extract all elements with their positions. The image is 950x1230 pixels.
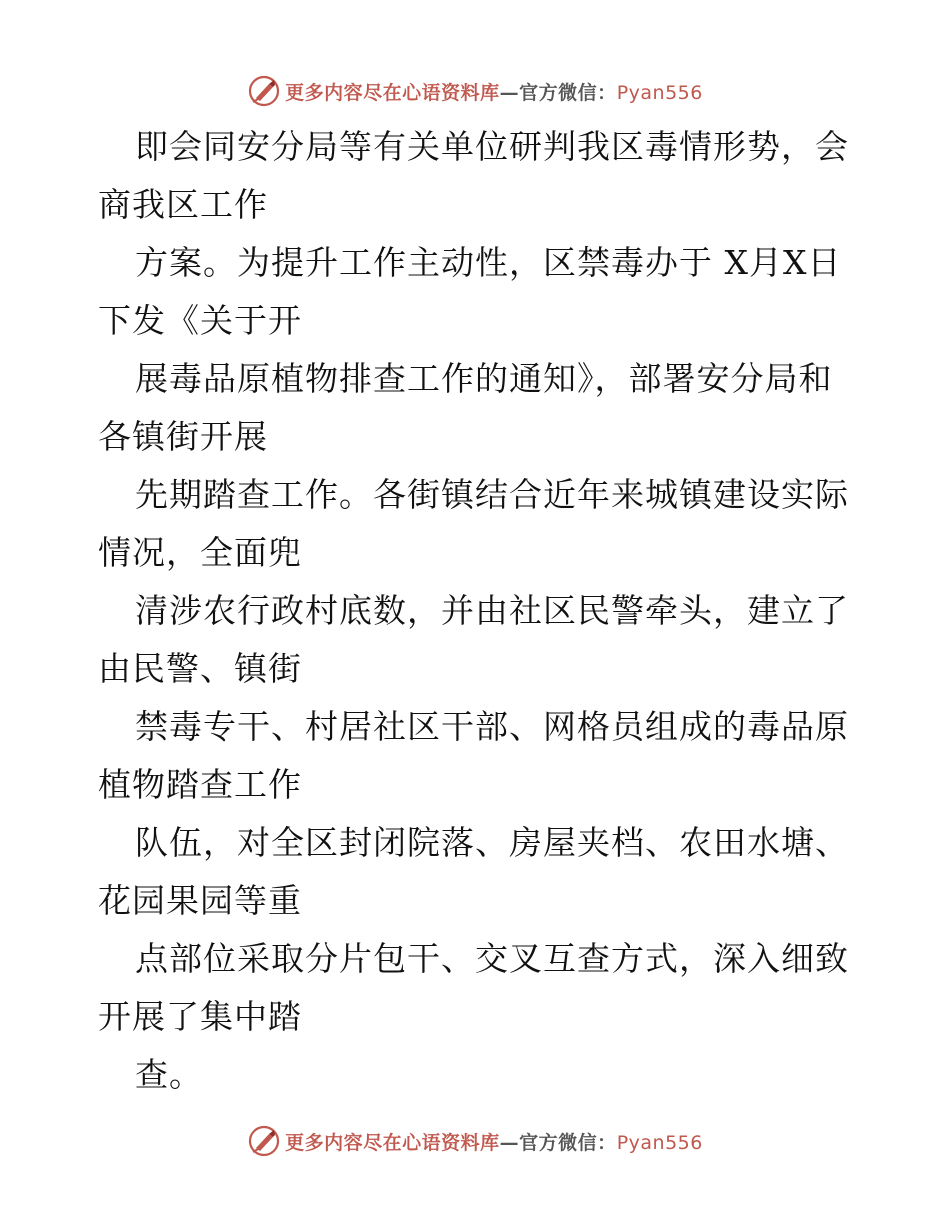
watermark-text [285,1128,703,1155]
watermark-text [285,78,703,105]
watermark-wechat-id: Pyan556 [616,81,703,104]
footer-watermark-banner [0,1121,950,1161]
text-line: 下发《关于开 [98,301,302,340]
text-line: 队伍，对全区封闭院落、房屋夹档、农田水塘、 [135,823,849,862]
text-line: 清涉农行政村底数，并由社区民警牵头，建立了 [135,591,849,630]
header-watermark-banner [0,71,950,111]
text-line: 方案。为提升工作主动性，区禁毒办于 X月X日 [135,243,842,282]
quill-pen-logo-icon [247,1124,281,1158]
watermark-dash: — [499,1131,520,1154]
text-line: 展毒品原植物排查工作的通知》，部署安分局和 [135,359,833,398]
watermark-wechat-label: 官方微信： [519,1131,617,1154]
watermark-brand: 更多内容尽在心语资料库 [285,81,500,104]
watermark-wechat-id: Pyan556 [616,1131,703,1154]
text-line: 植物踏查工作 [98,765,302,804]
quill-pen-logo-icon [247,74,281,108]
text-line: 禁毒专干、村居社区干部、网格员组成的毒品原 [135,707,849,746]
text-line: 各镇街开展 [98,417,268,456]
watermark-wechat-label: 官方微信： [519,81,617,104]
text-line: 先期踏查工作。各街镇结合近年来城镇建设实际 [135,475,849,514]
watermark-dash: — [499,81,520,104]
watermark-brand: 更多内容尽在心语资料库 [285,1131,500,1154]
text-line: 商我区工作 [98,185,268,224]
text-line: 查。 [135,1055,203,1094]
text-line: 即会同安分局等有关单位研判我区毒情形势，会 [135,127,849,166]
document-body [98,118,898,1104]
text-line: 开展了集中踏 [98,997,302,1036]
text-line: 花园果园等重 [98,881,302,920]
text-line: 点部位采取分片包干、交叉互查方式，深入细致 [135,939,849,978]
text-line: 由民警、镇街 [98,649,302,688]
text-line: 情况，全面兜 [98,533,302,572]
